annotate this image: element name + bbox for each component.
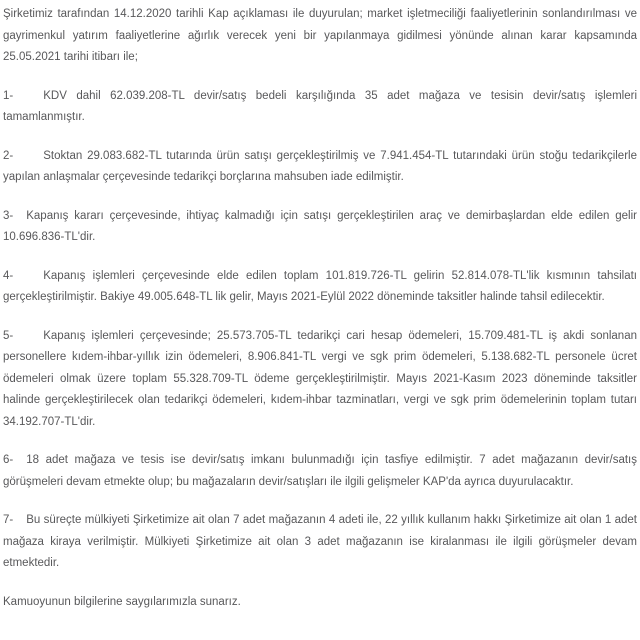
item-5-gap xyxy=(13,338,43,339)
item-2 xyxy=(3,146,637,189)
item-5 xyxy=(3,326,637,434)
item-2-text: Stoktan 29.083.682-TL tutarında ürün satışı gerçekleştirilmiş ve 7.941.454-TL tutarındaki ürün stoğu tedarikçilerle yapılan anlaşmalar çerçevesinde tedarikçi borçlarına mahsuben iade edilmiştir. xyxy=(3,149,637,183)
item-6-gap xyxy=(13,462,26,463)
item-3 xyxy=(3,206,637,249)
closing-paragraph: Kamuoyunun bilgilerine saygılarımızla sunarız. xyxy=(3,595,241,608)
item-6 xyxy=(3,450,637,493)
item-2-number: 2- xyxy=(3,149,14,162)
item-4 xyxy=(3,266,637,309)
intro-paragraph: Şirketimiz tarafından 14.12.2020 tarihli Kap açıklaması ile duyurulan; market işletmeciliği faaliyetlerinin sonlandırılması ve gayrimenkul yatırım faaliyetlerine ağırlık verecek yeni bir yapılanmaya gidilmesi yönünde alınan karar kapsamında 25.05.2021 tarihi itibarı ile; xyxy=(3,8,637,63)
item-4-number: 4- xyxy=(3,269,14,282)
item-7 xyxy=(3,510,637,575)
item-7-number: 7- xyxy=(3,514,14,526)
item-2-gap xyxy=(13,158,43,159)
item-3-gap xyxy=(13,218,26,219)
item-4-text: Kapanış işlemleri çerçevesinde elde edilen toplam 101.819.726-TL gelirin 52.814.078-TL'lik kısmının tahsilatı gerçekleştirilmiştir. Bakiye 49.005.648-TL lik gelir, Mayıs 2021-Eylül 2022 döneminde taksitler halinde tahsil edilecektir. xyxy=(3,269,637,303)
item-1-number: 1- xyxy=(3,89,14,102)
item-1-gap xyxy=(13,98,43,99)
item-3-number: 3- xyxy=(3,209,14,222)
item-1 xyxy=(3,86,637,129)
item-3-text: Kapanış kararı çerçevesinde, ihtiyaç kalmadığı için satışı gerçekleştirilen araç ve demirbaşlardan elde edilen gelir 10.696.836-TL'dir. xyxy=(3,209,637,243)
item-6-text: 18 adet mağaza ve tesis ise devir/satış imkanı bulunmadığı için tasfiye edilmiştir. 7 adet mağazanın devir/satış görüşmeleri devam etmekte olup; bu mağazaların devir/satışları ile ilgili gelişmeler KAP'da ayrıca duyurulacaktır. xyxy=(3,454,637,488)
item-7-text: Bu süreçte mülkiyeti Şirketimize ait olan 7 adet mağazanın 4 adeti ile, 22 yıllık kullanım hakkı Şirketimize ait olan 1 adet mağaza kiraya verilmiştir. Mülkiyeti Şirketimize ait olan 3 adet mağazanın ise kiralanması ile ilgili görüşmeler devam etmektedir. xyxy=(3,514,637,569)
item-1-text: KDV dahil 62.039.208-TL devir/satış bedeli karşılığında 35 adet mağaza ve tesisin devir/satış işlemleri tamamlanmıştır. xyxy=(3,89,637,123)
item-5-text: Kapanış işlemleri çerçevesinde; 25.573.705-TL tedarikçi cari hesap ödemeleri, 15.709.481-TL iş akdi sonlanan personellere kıdem-ihbar-yıllık izin ödemeleri, 8.906.841-TL vergi ve sgk prim ödemeleri, 5.138.682-TL personele ücret ödemeleri olmak üzere toplam 55.328.709-TL ödeme gerçekleştirilmiştir. Mayıs 2021-Kasım 2023 döneminde taksitler halinde gerçekleştirilecek olan tedarikçi ödemeleri, kıdem-ihbar tazminatları, vergi ve sgk prim ödemelerinin toplam tutarı 34.192.707-TL'dir. xyxy=(3,329,637,428)
item-7-gap xyxy=(13,522,26,523)
item-4-gap xyxy=(13,278,43,279)
item-5-number: 5- xyxy=(3,329,14,342)
item-6-number: 6- xyxy=(3,454,14,466)
